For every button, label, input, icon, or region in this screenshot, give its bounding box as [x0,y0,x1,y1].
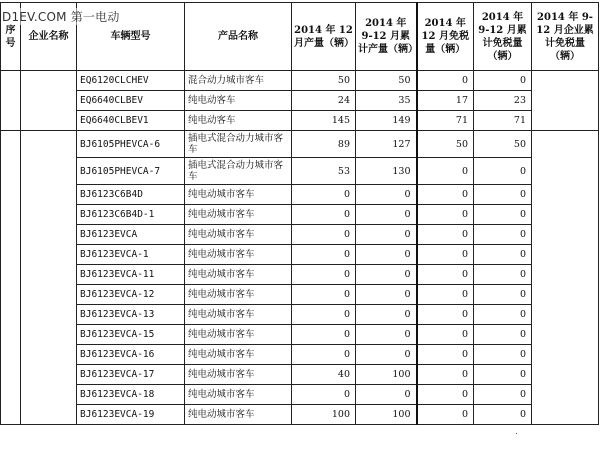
product-name-cell: 纯电动客车 [185,111,292,131]
dec-output-cell: 50 [292,71,356,91]
header-product: 产品名称 [185,3,292,71]
dec-exempt-cell: 0 [417,405,474,425]
header-cum-output: 2014 年 9-12 月累计产量（辆） [356,3,417,71]
product-name-cell: 插电式混合动力城市客车 [185,131,292,158]
cum-output-cell: 0 [356,385,417,405]
cum-output-cell: 0 [356,285,417,305]
cum-exempt-cell: 0 [474,405,532,425]
cum-output-cell: 0 [356,245,417,265]
dec-exempt-cell: 0 [417,185,474,205]
dec-exempt-cell: 0 [417,345,474,365]
product-name-cell: 纯电动城市客车 [185,405,292,425]
model-cell: BJ6105PHEVCA-7 [77,158,185,185]
dec-output-cell: 0 [292,325,356,345]
tax-exemption-table [0,2,599,425]
cum-output-cell: 50 [356,71,417,91]
dec-output-cell: 24 [292,91,356,111]
table-row [1,131,599,158]
dec-exempt-cell: 71 [417,111,474,131]
seq-cell [1,71,21,131]
table-row [1,205,599,225]
model-cell: BJ6123EVCA-11 [77,265,185,285]
company-cum-exempt-cell [532,71,599,131]
model-cell: BJ6123C6B4D-1 [77,205,185,225]
dec-output-cell: 145 [292,111,356,131]
cum-output-cell: 0 [356,225,417,245]
header-model: 车辆型号 [77,3,185,71]
model-cell: BJ6123EVCA-16 [77,345,185,365]
dec-exempt-cell: 0 [417,285,474,305]
dec-exempt-cell: 0 [417,265,474,285]
table-row [1,385,599,405]
dec-output-cell: 0 [292,345,356,365]
table-row [1,225,599,245]
product-name-cell: 纯电动城市客车 [185,285,292,305]
dec-exempt-cell: 0 [417,365,474,385]
dec-exempt-cell: 0 [417,385,474,405]
product-name-cell: 纯电动城市客车 [185,245,292,265]
product-name-cell: 纯电动城市客车 [185,185,292,205]
dec-exempt-cell: 0 [417,305,474,325]
dec-exempt-cell: 0 [417,225,474,245]
site-watermark: D1EV.COM 第一电动 [2,10,120,24]
header-dec-output: 2014 年 12 月产量（辆） [292,3,356,71]
header-company: 企业名称 [21,3,77,71]
company-cum-exempt-cell [532,131,599,425]
cum-exempt-cell: 0 [474,158,532,185]
header-seq: 序号 [1,3,21,71]
model-cell: BJ6123EVCA-1 [77,245,185,265]
table-row [1,345,599,365]
header-cum-exempt: 2014 年 9-12 月累计免税量（辆） [474,3,532,71]
dec-exempt-cell: 0 [417,158,474,185]
dec-output-cell: 0 [292,385,356,405]
product-name-cell: 混合动力城市客车 [185,71,292,91]
cum-exempt-cell: 23 [474,91,532,111]
dec-output-cell: 40 [292,365,356,385]
product-name-cell: 纯电动城市客车 [185,225,292,245]
table-row [1,111,599,131]
dec-exempt-cell: 0 [417,205,474,225]
model-cell: BJ6123C6B4D [77,185,185,205]
cum-exempt-cell: 0 [474,345,532,365]
cum-exempt-cell: 50 [474,131,532,158]
product-name-cell: 纯电动城市客车 [185,325,292,345]
model-cell: BJ6123EVCA-19 [77,405,185,425]
table-row [1,265,599,285]
model-cell: EQ6640CLBEV1 [77,111,185,131]
cum-exempt-cell: 0 [474,71,532,91]
cum-exempt-cell: 0 [474,185,532,205]
product-name-cell: 纯电动城市客车 [185,205,292,225]
cum-exempt-cell: 0 [474,205,532,225]
product-name-cell: 纯电动城市客车 [185,365,292,385]
table-row [1,325,599,345]
model-cell: BJ6123EVCA [77,225,185,245]
cum-output-cell: 0 [356,345,417,365]
product-name-cell: 纯电动城市客车 [185,345,292,365]
dec-output-cell: 0 [292,185,356,205]
header-dec-exempt: 2014 年 12 月免税量（辆） [417,3,474,71]
dec-output-cell: 53 [292,158,356,185]
product-name-cell: 纯电动城市客车 [185,385,292,405]
cum-exempt-cell: 0 [474,245,532,265]
company-cell [21,71,77,131]
cum-output-cell: 0 [356,305,417,325]
dec-exempt-cell: 0 [417,245,474,265]
dec-output-cell: 0 [292,305,356,325]
model-cell: BJ6123EVCA-15 [77,325,185,345]
dec-exempt-cell: 17 [417,91,474,111]
cum-output-cell: 100 [356,405,417,425]
cum-output-cell: 100 [356,365,417,385]
dec-output-cell: 100 [292,405,356,425]
dec-exempt-cell: 0 [417,325,474,345]
model-cell: BJ6123EVCA-17 [77,365,185,385]
cum-output-cell: 0 [356,185,417,205]
cum-output-cell: 130 [356,158,417,185]
model-cell: BJ6105PHEVCA-6 [77,131,185,158]
dec-output-cell: 0 [292,225,356,245]
model-cell: BJ6123EVCA-13 [77,305,185,325]
table-row [1,365,599,385]
cum-output-cell: 0 [356,205,417,225]
model-cell: EQ6640CLBEV [77,91,185,111]
header-company-cum-exempt: 2014 年 9-12 月企业累计免税量（辆） [532,3,599,71]
dec-output-cell: 0 [292,205,356,225]
cum-output-cell: 0 [356,325,417,345]
dec-exempt-cell: 0 [417,71,474,91]
cum-exempt-cell: 0 [474,225,532,245]
product-name-cell: 纯电动城市客车 [185,265,292,285]
cum-output-cell: 149 [356,111,417,131]
dec-output-cell: 0 [292,245,356,265]
table-row [1,285,599,305]
model-cell: EQ6120CLCHEV [77,71,185,91]
table-row [1,185,599,205]
table-row [1,71,599,91]
product-name-cell: 纯电动城市客车 [185,305,292,325]
cum-output-cell: 35 [356,91,417,111]
cum-exempt-cell: 0 [474,325,532,345]
cum-output-cell: 127 [356,131,417,158]
seq-cell [1,131,21,425]
dec-output-cell: 89 [292,131,356,158]
table-row [1,245,599,265]
table-row [1,91,599,111]
product-name-cell: 纯电动客车 [185,91,292,111]
model-cell: BJ6123EVCA-18 [77,385,185,405]
page-corner-mark: . [515,427,518,437]
table-row [1,405,599,425]
cum-exempt-cell: 0 [474,285,532,305]
product-name-cell: 插电式混合动力城市客车 [185,158,292,185]
dec-output-cell: 0 [292,265,356,285]
table-row [1,305,599,325]
model-cell: BJ6123EVCA-12 [77,285,185,305]
company-cell [21,131,77,425]
cum-exempt-cell: 0 [474,265,532,285]
dec-exempt-cell: 50 [417,131,474,158]
cum-output-cell: 0 [356,265,417,285]
cum-exempt-cell: 71 [474,111,532,131]
dec-output-cell: 0 [292,285,356,305]
cum-exempt-cell: 0 [474,365,532,385]
cum-exempt-cell: 0 [474,305,532,325]
table-row [1,158,599,185]
cum-exempt-cell: 0 [474,385,532,405]
